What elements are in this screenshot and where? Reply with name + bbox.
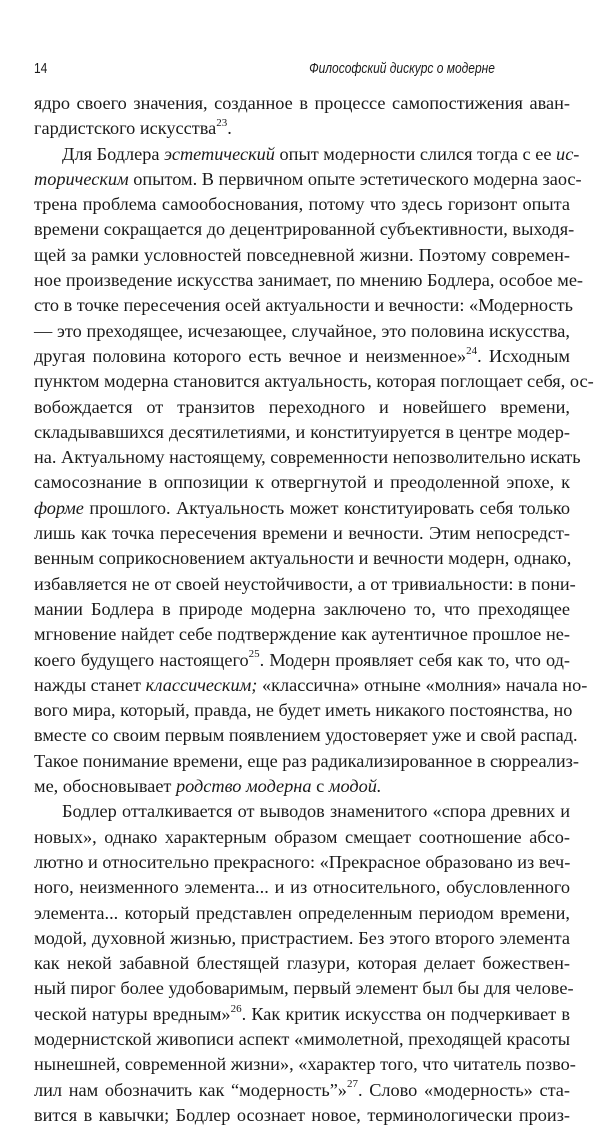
text-segment: — это преходящее, исчезающее, случайное, это половина искусства,	[34, 320, 570, 341]
text-segment: ядро своего значения, созданное в процессе самопостижения аван-	[34, 93, 570, 113]
text-line	[34, 723, 578, 748]
footnote-ref: 24	[466, 344, 478, 357]
text-line	[34, 420, 570, 445]
text-segment: вится в кавычки; Бодлер осознает новое, терминологически произ-	[34, 1104, 570, 1125]
text-segment: «классична» отныне «молния» начала но-	[257, 674, 588, 695]
text-segment: родство модерна	[176, 776, 312, 797]
text-line	[34, 976, 574, 1001]
text-segment: нажды станет	[34, 674, 146, 695]
running-title: Философский дискурс о модерне	[309, 60, 495, 77]
page-header	[34, 60, 570, 82]
text-segment: нынешней, современной жизни», «характер того, что читатель позво-	[34, 1054, 576, 1075]
text-segment: гардистского искусства	[34, 118, 217, 139]
text-segment: мгновение найдет себе подтверждение как аутентичное прошлое не-	[34, 624, 570, 645]
text-segment: модой.	[328, 776, 382, 797]
text-segment: лил нам обозначить как “модерность”»	[34, 1079, 347, 1100]
text-segment: сто в точке пересечения осей актуальности и вечности: «Модерность	[34, 295, 573, 316]
text-line	[34, 698, 573, 723]
text-segment: . Модерн проявляет себя как то, что од-	[259, 649, 570, 670]
text-line	[34, 369, 594, 394]
text-segment: лютно и относительно прекрасного: «Прекрасное образовано из веч-	[34, 851, 571, 872]
footnote-ref: 23	[216, 117, 228, 130]
text-line	[34, 142, 580, 167]
text-line	[34, 850, 570, 875]
text-segment: как некой забавной блестящей глазури, которая делает божествен-	[34, 953, 570, 974]
footnote-ref: 27	[346, 1078, 358, 1091]
text-line	[34, 546, 570, 571]
text-line	[34, 648, 570, 673]
text-line	[34, 875, 570, 900]
text-segment: прошлого. Актуальность может конституировать себя только	[83, 497, 570, 518]
text-segment: .	[227, 118, 232, 139]
text-segment: ное произведение искусства занимает, по мнению Бодлера, особое ме-	[34, 270, 584, 291]
text-line	[34, 673, 588, 698]
text-segment: ческой натуры вредным»	[34, 1003, 231, 1024]
text-line	[34, 243, 570, 268]
text-line	[34, 344, 570, 369]
text-segment: Такое понимание времени, еще раз радикализированное в сюрреализ-	[34, 750, 579, 771]
text-segment: времени сокращается до децентрированной субъективности, выходя-	[34, 219, 575, 240]
text-line	[34, 597, 570, 622]
text-line	[34, 217, 575, 242]
text-segment: форме	[34, 497, 84, 518]
text-segment: складывавшихся десятилетиями, и конституируется в центре модер-	[34, 421, 570, 442]
text-line	[34, 799, 570, 824]
text-segment: вместе со своим первым появлением удостоверяет уже и свой распад.	[34, 725, 578, 746]
text-line	[34, 951, 570, 976]
text-segment: трена проблема самообоснования, потому что здесь горизонт опыта	[34, 194, 570, 215]
text-segment: торическим	[34, 168, 129, 189]
text-segment: опыт модерности слился тогда с ее	[274, 143, 557, 164]
body-text	[34, 91, 594, 1128]
text-line	[34, 521, 570, 546]
text-line	[34, 1103, 570, 1128]
text-segment: . Как критик искусства он подчеркивает в	[241, 1003, 570, 1024]
text-segment: на. Актуальному настоящему, современности непозволительно искать	[34, 447, 581, 468]
text-segment: другая половина которого есть вечное и неизменное»	[34, 345, 467, 366]
text-line	[34, 496, 570, 521]
text-segment: самосознание в оппозиции к отвергнутой и преодоленной эпохе, к	[34, 472, 570, 493]
text-line	[34, 1027, 570, 1052]
text-line	[34, 268, 584, 293]
text-segment: пунктом модерна становится актуальность, которая поглощает себя, ос-	[34, 371, 594, 392]
text-line	[34, 167, 582, 192]
text-line	[34, 116, 570, 141]
text-segment: Для Бодлера	[62, 143, 165, 164]
text-line	[34, 1078, 570, 1103]
text-segment: коего будущего настоящего	[34, 649, 249, 670]
text-segment: мании Бодлера в природе модерна заключено то, что преходящее	[34, 598, 570, 619]
text-segment: с	[311, 776, 329, 797]
text-line	[34, 749, 579, 774]
text-segment: вого мира, который, правда, не будет иметь никакого постоянства, но	[34, 700, 573, 721]
text-line	[34, 319, 570, 344]
text-line	[34, 825, 570, 850]
text-segment: ного, неизменного элемента... и из относительного, обусловленного	[34, 877, 570, 898]
text-line	[34, 293, 573, 318]
text-segment: вобождается от транзитов переходного и новейшего времени,	[34, 396, 570, 417]
text-segment: . Слово «модерность» ста-	[357, 1079, 570, 1100]
text-segment: опытом. В первичном опыте эстетического модерна заос-	[128, 168, 582, 189]
text-segment: ный пирог более удобоваримым, первый элемент был бы для челове-	[34, 978, 574, 999]
text-line	[34, 192, 570, 217]
text-segment: эстетический	[164, 143, 275, 164]
text-line	[34, 622, 570, 647]
footnote-ref: 26	[230, 1002, 242, 1015]
text-line	[34, 445, 581, 470]
text-segment: элемента... который представлен определенным периодом времени,	[34, 902, 570, 923]
text-line	[34, 901, 570, 926]
text-segment: лишь как точка пересечения времени и вечности. Этим непосредст-	[34, 523, 570, 544]
text-segment: ис-	[556, 143, 580, 164]
text-line	[34, 774, 570, 799]
text-segment: . Исходным	[477, 345, 570, 366]
text-segment: избавляется не от своей неустойчивости, а от тривиальности: в пони-	[34, 573, 576, 594]
text-line	[34, 1052, 576, 1077]
text-line	[34, 470, 570, 495]
text-segment: венным соприкосновением актуальности и вечности модерн, однако,	[34, 548, 572, 569]
text-segment: ме, обосновывает	[34, 776, 176, 797]
text-line	[34, 1002, 570, 1027]
text-segment: классическим;	[145, 674, 258, 695]
text-segment: модой, духовной жизнью, пристрастием. Без этого второго элемента	[34, 927, 570, 948]
footnote-ref: 25	[248, 648, 260, 661]
text-line	[34, 395, 570, 420]
text-line	[34, 91, 570, 116]
text-segment: новых», однако характерным образом смещает соотношение абсо-	[34, 826, 570, 847]
text-segment: модернистской живописи аспект «мимолетной, преходящей красоты	[34, 1028, 570, 1049]
text-line	[34, 926, 570, 951]
text-line	[34, 572, 576, 597]
text-segment: щей за рамки условностей повседневной жизни. Поэтому современ-	[34, 244, 570, 265]
page-number: 14	[34, 60, 48, 77]
text-segment: Бодлер отталкивается от выводов знаменитого «спора древних и	[62, 801, 570, 822]
